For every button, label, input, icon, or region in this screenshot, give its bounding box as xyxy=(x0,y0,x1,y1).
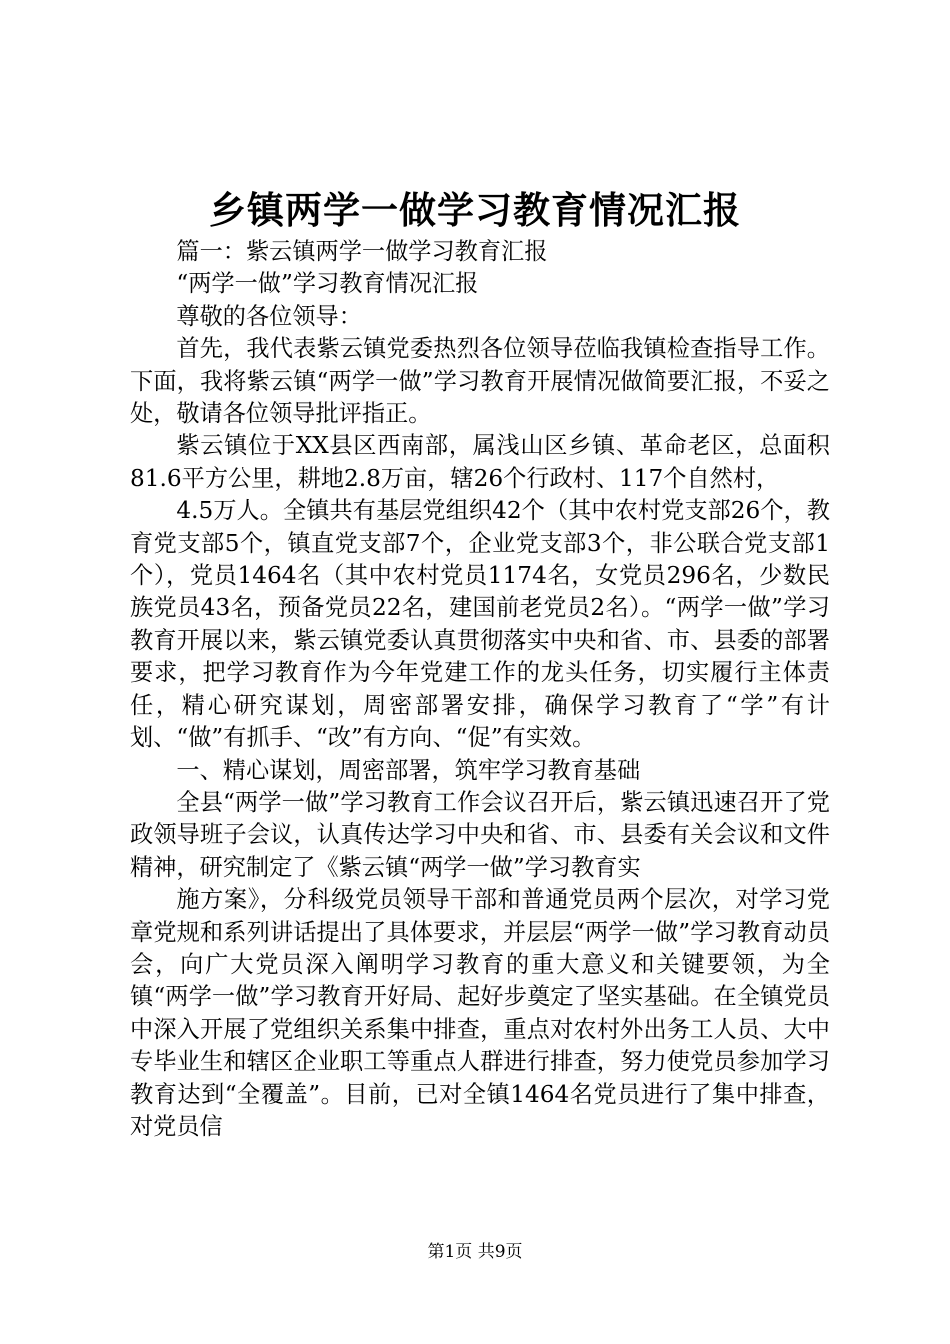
document-title: 乡镇两学一做学习教育情况汇报 xyxy=(209,188,741,232)
paragraph: 全县“两学一做”学习教育工作会议召开后，紫云镇迅速召开了党政领导班子会议，认真传达学习中央和省、市、县委有关会议和文件精神，研究制定了《紫云镇“两学一做”学习教育实 xyxy=(130,788,830,881)
paragraph: 紫云镇位于XX县区西南部，属浅山区乡镇、革命老区，总面积81.6平方公里，耕地2.8万亩，辖26个行政村、117个自然村， xyxy=(130,432,830,492)
paragraph: 施方案》，分科级党员领导干部和普通党员两个层次，对学习党章党规和系列讲话提出了具体要求，并层层“两学一做”学习教育动员会，向广大党员深入阐明学习教育的重大意义和关键要领，为全镇“两学一做”学习教育开好局、起好步奠定了坚实基础。在全镇党员中深入开展了党组织关系集中排查，重点对农村外出务工人员、大中专毕业生和辖区企业职工等重点人群进行排查，努力使党员参加学习教育达到“全覆盖”。目前，已对全镇1464名党员进行了集中排查，对党员信 xyxy=(130,886,830,1140)
section-heading: 篇一：紫云镇两学一做学习教育汇报 xyxy=(176,238,548,265)
salutation: 尊敬的各位领导： xyxy=(176,302,362,330)
paragraph: 首先，我代表紫云镇党委热烈各位领导莅临我镇检查指导工作。下面，我将紫云镇“两学一做”学习教育开展情况做简要汇报，不妥之处，敬请各位领导批评指正。 xyxy=(130,335,830,428)
section-heading: 一、精心谋划，周密部署，筑牢学习教育基础 xyxy=(176,756,641,784)
page-footer: 第1页 共9页 xyxy=(427,1242,523,1262)
paragraph: 4.5万人。全镇共有基层党组织42个（其中农村党支部26个，教育党支部5个，镇直党支部7个，企业党支部3个，非公联合党支部1个），党员1464名（其中农村党员1174名，女党员296名，少数民族党员43名，预备党员22名，建国前老党员2名）。“两学一做”学习教育开展以来，紫云镇党委认真贯彻落实中央和省、市、县委的部署要求，把学习教育作为今年党建工作的龙头任务，切实履行主体责任，精心研究谋划，周密部署安排，确保学习教育了“学”有计划、“做”有抓手、“改”有方向、“促”有实效。 xyxy=(130,497,830,752)
report-title: “两学一做”学习教育情况汇报 xyxy=(176,270,479,298)
document-body xyxy=(130,236,830,1143)
